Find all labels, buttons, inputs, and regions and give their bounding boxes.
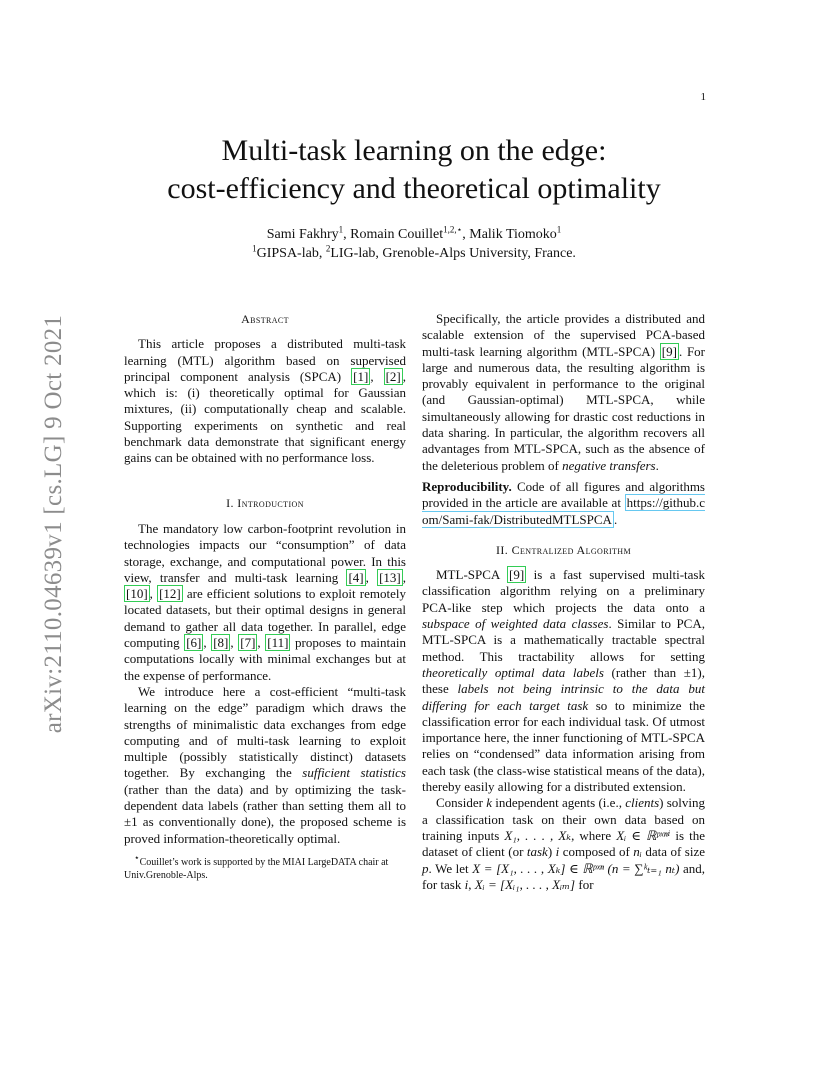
text-run: , [402,569,406,585]
page-number: 1 [700,91,706,103]
author-separator: , [462,227,470,242]
github-link[interactable]: https://github.com/Sami-fak/DistributedMTLSPCA [422,495,705,527]
text-run: , [203,635,212,651]
right-column [422,311,705,893]
emphasis: theoretically optimal data labels [422,664,604,680]
text-run: independent agents (i.e., [491,795,626,811]
math: X₁, . . . , Xₖ [504,827,572,843]
citation-link[interactable]: [12] [159,586,181,602]
reproducibility-paragraph [422,479,705,528]
affiliations [0,244,828,263]
text-run: composed of [559,844,634,860]
abstract-text-part: This article proposes a distributed multi-task learning (MTL) algorithm based on supervised principal component analysis (SPCA) [124,336,406,384]
intro-paragraph-1 [124,521,406,684]
text-run: (rather than the data) and by optimizing the task-dependent data labels (rather than setting them all to ±1 as conventionally done), the proposed scheme is proved information-theoretically optimal. [124,781,406,846]
abstract-text-part: , which is: (i) theoretically optimal for Gaussian mixtures, (ii) computationally cheap and scalable. Supporting experiments on synthetic and real benchmark data demonstrate that significant energy gains can be obtained with no performance loss. [124,368,407,466]
citation-link[interactable]: [2] [385,368,401,384]
text-run: proposes to maintain computations locally with minimal exchanges but at the expense of performance. [124,635,407,683]
introduction-heading: I. Introduction [226,495,304,510]
emphasis: sufficient statistics [302,765,406,781]
math: p [422,860,429,876]
citation-link[interactable]: [11] [267,635,289,651]
abstract-text [124,336,406,466]
affiliation: LIG-lab, Grenoble-Alps University, France. [330,246,576,261]
section-2-heading: II. Centralized Algorithm [496,542,631,557]
text-run: , [365,569,378,585]
abstract-text-part: , [370,368,384,384]
text-run: . [613,511,618,527]
text-run: is a fast supervised multi-task classification algorithm relying on a preliminary PCA-like step which projects the data onto a [422,567,705,615]
abstract-heading: Abstract [241,312,289,326]
text-run: data of size [641,844,705,860]
footnote [124,852,408,882]
math: i [464,876,469,892]
affiliation-marker: 1 [252,243,257,254]
emphasis: task [526,844,548,860]
citation-link[interactable]: [8] [213,635,229,651]
author-affiliation-marker: 1 [556,224,562,235]
text-run: for [575,876,594,892]
text-run: MTL-SPCA [436,567,508,583]
affiliation: GIPSA-lab, [256,246,326,261]
text-run: . [655,457,659,473]
author-block [0,225,828,263]
author-name: Sami Fakhry [266,227,339,242]
citation-link[interactable]: [13] [379,569,401,585]
text-run: are efficient solutions to exploit remotely located datasets, but their optimal designs in general demand to gather all data together. In parallel, edge computing [124,586,406,651]
emphasis: negative transfers [562,457,656,473]
text-run: ) [547,844,556,860]
text-run: so to minimize the classification error for each individual task. Of utmost importance here, the inner functioning of MTL-SPCA relies on “condensed” data information arising from each task (the class-wise statistical means of the data), thereby easily allowing for a distributed extension. [422,697,705,795]
intro-paragraph-2 [124,684,406,847]
left-column [124,311,406,847]
math: Xᵢ ∈ ℝᵖˣⁿⁱ [616,827,671,843]
text-run: Consider [436,795,487,811]
author-affiliation-marker: 1 [338,224,344,235]
text-run: We introduce here a cost-efficient “multi-task learning on the edge” paradigm which draws the strengths of minimalistic data exchanges from edge computing and of multi-task learning to exploit multiple (possibly statistically distinct) datasets together. By exchanging the [124,683,406,781]
emphasis: clients [625,795,660,811]
paper-title [0,132,828,208]
text-run: . Similar to PCA, MTL-SPCA is a mathematically tractable spectral method. This tractability allows for setting [422,616,705,664]
footnote-text [124,852,408,882]
title-line-1: Multi-task learning on the edge: [221,134,607,167]
math: nᵢ [633,844,642,860]
author-separator: , [343,227,351,242]
right-paragraph-2 [422,567,705,795]
title-line-2: cost-efficiency and theoretical optimality [167,172,661,205]
text-run: and, for task [422,860,705,892]
math: k [486,795,492,811]
author-name: Romain Couillet [350,227,444,242]
affiliation-marker: 2 [325,243,331,254]
citation-link[interactable]: [9] [661,343,677,359]
text-run: Specifically, the article provides a distributed and scalable extension of the supervised PCA-based multi-task learning algorithm (MTL-SPCA) [422,311,705,359]
text-run: ) solving a classification task on their own data based on training inputs [422,795,706,843]
author-affiliation-marker: 1,2,⋆ [443,224,463,235]
footnote-body: Couillet’s work is supported by the MIAI LargeDATA chair at Univ.Grenoble-Alps. [124,857,389,881]
right-paragraph-3 [422,795,705,893]
emphasis: labels not being intrinsic to the data but differing for each target task [422,681,705,713]
text-run: is the dataset of client (or [422,827,705,860]
citation-link[interactable]: [6] [186,635,202,651]
emphasis: subspace of weighted data classes [422,616,609,632]
reproducibility-label: Reproducibility. [422,478,512,494]
citation-link[interactable]: [7] [240,635,256,651]
text-run: . We let [428,860,473,876]
text-run: . For large and numerous data, the resulting algorithm is provably equivalent in performance to the original (and Gaussian-optimal) MTL-SPCA, while simultaneously allowing for drastic cost reductions in data sharing. In particular, the algorithm recovers all advantages from MTL-SPCA, such as the absence of the deleterious problem of [422,343,706,473]
text-run: , where [571,827,617,843]
author-name: Malik Tiomoko [469,227,557,242]
text-run: , [468,876,475,892]
text-run: The mandatory low carbon-footprint revolution in technologies impacts our “consumption” of data storage, exchange, and computational power. In this view, transfer and multi-task learning [124,520,406,585]
text-run: , [257,635,266,651]
math: Xᵢ = [Xᵢ₁, . . . , Xᵢₘ] [474,876,576,892]
author-list [0,225,828,244]
right-paragraph-1 [422,311,705,474]
citation-link[interactable]: [1] [353,368,369,384]
arxiv-stamp: arXiv:2110.04639v1 [cs.LG] 9 Oct 2021 [40,314,67,734]
math: X = [X₁, . . . , Xₖ] ∈ ℝᵖˣⁿ (n = ∑ᵏₜ₌₁ nₜ) [472,860,680,876]
footnote-marker: ⋆ [134,852,140,863]
text-run: Code of all figures and algorithms provided in the article are available at [422,478,705,511]
math: i [555,844,560,860]
text-run: , [149,586,158,602]
citation-link[interactable]: [4] [348,569,364,585]
text-run: , [230,635,239,651]
citation-link[interactable]: [9] [509,567,525,583]
citation-link[interactable]: [10] [126,586,148,602]
text-run: (rather than ±1), these [422,664,705,697]
